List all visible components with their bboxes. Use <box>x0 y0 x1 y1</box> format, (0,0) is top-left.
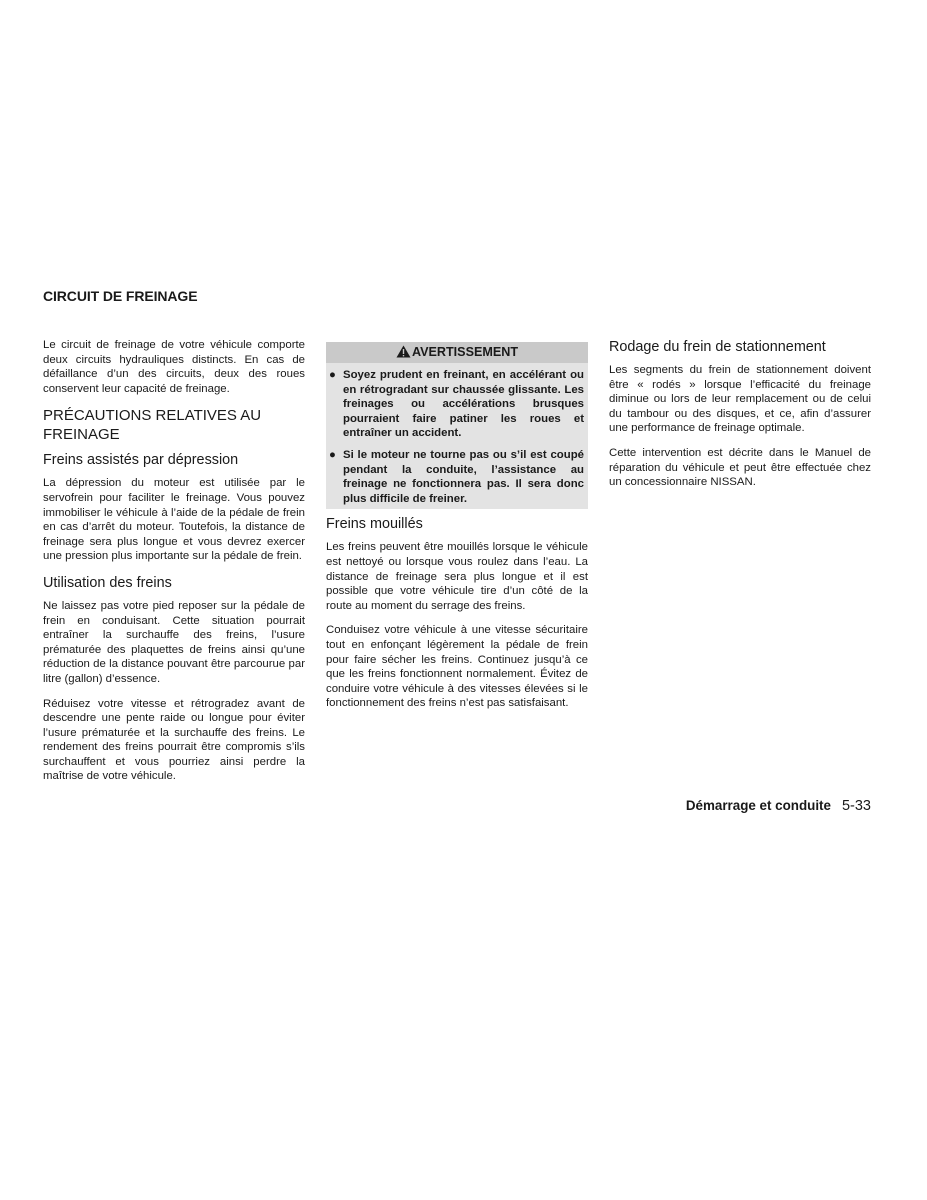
warning-header <box>326 342 588 363</box>
wet-brakes-paragraph-1: Les freins peuvent être mouillés lorsque le véhicule est nettoyé ou lorsque vous roulez dans l’eau. La distance de freinage sera plus longue et il est possible que votre véhicule tire d’un côté de la route au moment du serrage des freins. <box>326 541 588 612</box>
warning-item <box>329 368 584 441</box>
column-middle <box>326 338 588 721</box>
footer-chapter-label: Démarrage et conduite <box>685 798 831 813</box>
warning-body <box>326 363 588 509</box>
warning-box <box>326 342 588 509</box>
warning-triangle-icon <box>396 344 411 365</box>
page-footer <box>686 798 871 814</box>
bullet-icon: ● <box>329 448 336 461</box>
section-title: CIRCUIT DE FREINAGE <box>43 288 198 304</box>
page-number: 5-33 <box>841 798 871 814</box>
warning-item <box>329 448 584 506</box>
parking-brake-heading: Rodage du frein de stationnement <box>609 339 826 355</box>
brake-usage-heading: Utilisation des freins <box>43 574 172 591</box>
intro-paragraph: Le circuit de freinage de votre véhicule comporte deux circuits hydrauliques distincts. En cas de défaillance d’un des circuits, deux des roues conservent leur capacité de freinage. <box>43 339 305 395</box>
wet-brakes-paragraph-2: Conduisez votre véhicule à une vitesse sécuritaire tout en enfonçant légèrement la pédale de frein pour faire sécher les freins. Continuez jusqu’à ce que les freins fonctionnent normalement. Évitez de conduire votre véhicule à des vitesses élevées si le fonctionnement des freins n’est pas satisfaisant. <box>326 624 588 710</box>
vacuum-brakes-paragraph: La dépression du moteur est utilisée par le servofrein pour faciliter le freinage. Vous pouvez immobiliser le véhicule à l’aide de la pédale de frein en cas d’arrêt du moteur. Toutefois, la distance de freinage sera plus longue et vous devrez exercer une pression plus importante sur la pédale de frein. <box>43 477 305 563</box>
warning-item-text: Si le moteur ne tourne pas ou s’il est coupé pendant la conduite, l’assistance au freinage ne fonctionnera pas. Il sera donc plus difficile de freiner. <box>343 448 584 505</box>
parking-brake-paragraph-2: Cette intervention est décrite dans le Manuel de réparation du véhicule et peut être effectuée chez un concessionnaire NISSAN. <box>609 446 871 489</box>
parking-brake-paragraph-1: Les segments du frein de stationnement doivent être « rodés » lorsque l’efficacité du freinage diminue ou lors de leur remplacement ou de celui du tambour ou des disques, et ce, afin d’assurer une performance de freinage optimale. <box>609 364 871 435</box>
column-left <box>43 338 305 794</box>
brake-usage-paragraph-1: Ne laissez pas votre pied reposer sur la pédale de frein en conduisant. Cette situation pourrait entraîner la surchauffe des freins, l’usure prématurée des plaquettes de freins ainsi qu’une réduction de la distance pouvant être parcourue par litre (gallon) d’essence. <box>43 599 305 685</box>
wet-brakes-heading: Freins mouillés <box>326 516 423 533</box>
bullet-icon: ● <box>329 369 336 381</box>
column-right <box>609 338 871 500</box>
precautions-heading: PRÉCAUTIONS RELATIVES AU FREINAGE <box>43 407 262 444</box>
brake-usage-paragraph-2: Réduisez votre vitesse et rétrogradez avant de descendre une pente raide ou longue pour éviter l’usure prématurée et la surchauffe des freins. Le rendement des freins pourrait être compromis s’ils surchauffent et vous pourriez ainsi perdre la maîtrise de votre véhicule. <box>43 697 305 783</box>
warning-item-text: Soyez prudent en freinant, en accélérant ou en rétrogradant sur chaussée glissante. Les freinages ou accélérations brusques pourraient faire patiner les roues et entraîner un accident. <box>343 369 584 440</box>
vacuum-brakes-heading: Freins assistés par dépression <box>43 452 239 469</box>
warning-title: AVERTISSEMENT <box>411 345 519 359</box>
